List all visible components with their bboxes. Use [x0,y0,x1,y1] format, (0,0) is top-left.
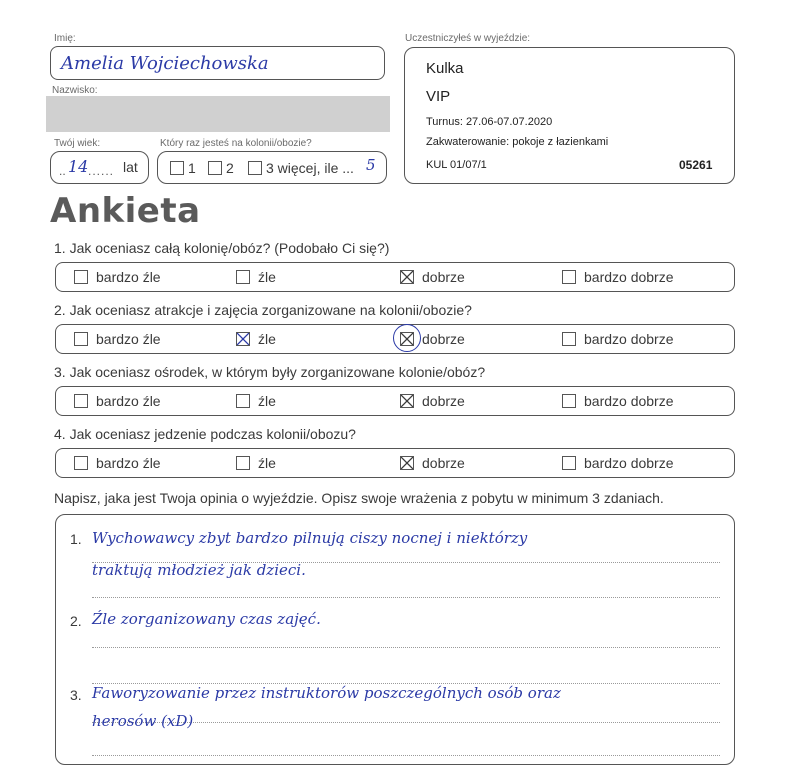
opinion-number-3: 3. [70,687,82,703]
question-1-checkbox-3[interactable] [400,270,414,284]
question-4-option-3: dobrze [422,455,465,471]
times-option-3: 3 więcej, ile ... [266,160,354,176]
opinion-1-line-2: traktują młodzież jak dzieci. [92,561,306,579]
cross-mark-icon [401,395,413,407]
writing-line [92,597,720,598]
trip-number: 05261 [679,158,713,172]
question-4-checkbox-2[interactable] [236,456,250,470]
question-1-checkbox-1[interactable] [74,270,88,284]
question-2-option-1: bardzo źle [96,331,161,347]
times-checkbox-2[interactable] [208,161,222,175]
opinion-prompt: Napisz, jaka jest Twoja opinia o wyjeździe. Opisz swoje wrażenia z pobytu w minimum 3 zdaniach. [54,490,664,506]
surname-redaction [46,96,390,132]
times-field[interactable] [157,151,387,184]
age-dots-left: .. [59,164,66,178]
writing-line [92,755,720,756]
question-text-2: 2. Jak oceniasz atrakcje i zajęcia zorganizowane na kolonii/obozie? [54,302,472,318]
times-label: Który raz jesteś na kolonii/obozie? [160,138,312,149]
question-1-answer-row [55,262,735,292]
trip-lodging: Zakwaterowanie: pokoje z łazienkami [426,136,609,148]
question-1-option-2: źle [258,269,276,285]
question-1-option-4: bardzo dobrze [584,269,674,285]
question-3-checkbox-1[interactable] [74,394,88,408]
surname-label: Nazwisko: [52,85,98,96]
times-value: 5 [366,156,376,174]
name-field[interactable] [50,46,385,80]
question-2-checkbox-1[interactable] [74,332,88,346]
question-4-checkbox-1[interactable] [74,456,88,470]
question-text-4: 4. Jak oceniasz jedzenie podczas kolonii/obozu? [54,426,356,442]
opinion-2-line-1: Źle zorganizowany czas zajęć. [92,610,321,628]
question-1-option-1: bardzo źle [96,269,161,285]
question-3-option-2: źle [258,393,276,409]
cross-mark-icon [401,271,413,283]
name-value: Amelia Wojciechowska [61,53,269,74]
participants-label: Uczestniczyłeś w wyjeździe: [405,33,531,44]
question-2-answer-row [55,324,735,354]
trip-name: Kulka [426,60,464,77]
writing-line [92,647,720,648]
question-3-option-1: bardzo źle [96,393,161,409]
trip-type: VIP [426,88,451,105]
question-text-3: 3. Jak oceniasz ośrodek, w którym były zorganizowane kolonie/obóz? [54,364,486,380]
question-3-option-4: bardzo dobrze [584,393,674,409]
times-checkbox-1[interactable] [170,161,184,175]
question-3-checkbox-3[interactable] [400,394,414,408]
opinion-3-line-2: herosów (xD) [92,712,194,730]
opinion-number-2: 2. [70,613,82,629]
times-option-1: 1 [188,160,196,176]
opinion-box[interactable] [55,514,735,765]
question-4-checkbox-4[interactable] [562,456,576,470]
age-dots-right: ...... [88,164,115,178]
name-label: Imię: [54,33,76,44]
question-4-answer-row [55,448,735,478]
age-unit: lat [123,159,138,175]
question-4-option-2: źle [258,455,276,471]
question-text-1: 1. Jak oceniasz całą kolonię/obóz? (Podobało Ci się?) [54,240,390,256]
question-1-checkbox-2[interactable] [236,270,250,284]
question-3-answer-row [55,386,735,416]
trip-turnus: Turnus: 27.06-07.07.2020 [426,116,553,128]
question-2-checkbox-2[interactable] [236,332,250,346]
opinion-3-line-1: Faworyzowanie przez instruktorów poszczególnych osób oraz [92,684,561,702]
question-4-checkbox-3[interactable] [400,456,414,470]
survey-title: Ankieta [50,191,201,231]
trip-info-box [404,47,735,184]
age-label: Twój wiek: [54,138,101,149]
question-2-checkbox-4[interactable] [562,332,576,346]
question-2-option-4: bardzo dobrze [584,331,674,347]
question-2-option-2: źle [258,331,276,347]
times-checkbox-3[interactable] [248,161,262,175]
cross-mark-icon [401,457,413,469]
trip-code: KUL 01/07/1 [426,159,487,171]
age-field[interactable] [50,151,149,184]
circle-mark-icon [393,324,421,352]
opinion-1-line-1: Wychowawcy zbyt bardzo pilnują ciszy nocnej i niektórzy [92,529,528,547]
question-3-checkbox-2[interactable] [236,394,250,408]
question-1-option-3: dobrze [422,269,465,285]
question-4-option-1: bardzo źle [96,455,161,471]
question-2-option-3: dobrze [422,331,465,347]
question-1-checkbox-4[interactable] [562,270,576,284]
age-value: 14 [68,157,89,176]
times-option-2: 2 [226,160,234,176]
question-3-option-3: dobrze [422,393,465,409]
opinion-number-1: 1. [70,531,82,547]
question-3-checkbox-4[interactable] [562,394,576,408]
question-4-option-4: bardzo dobrze [584,455,674,471]
cross-mark-icon [237,333,249,345]
